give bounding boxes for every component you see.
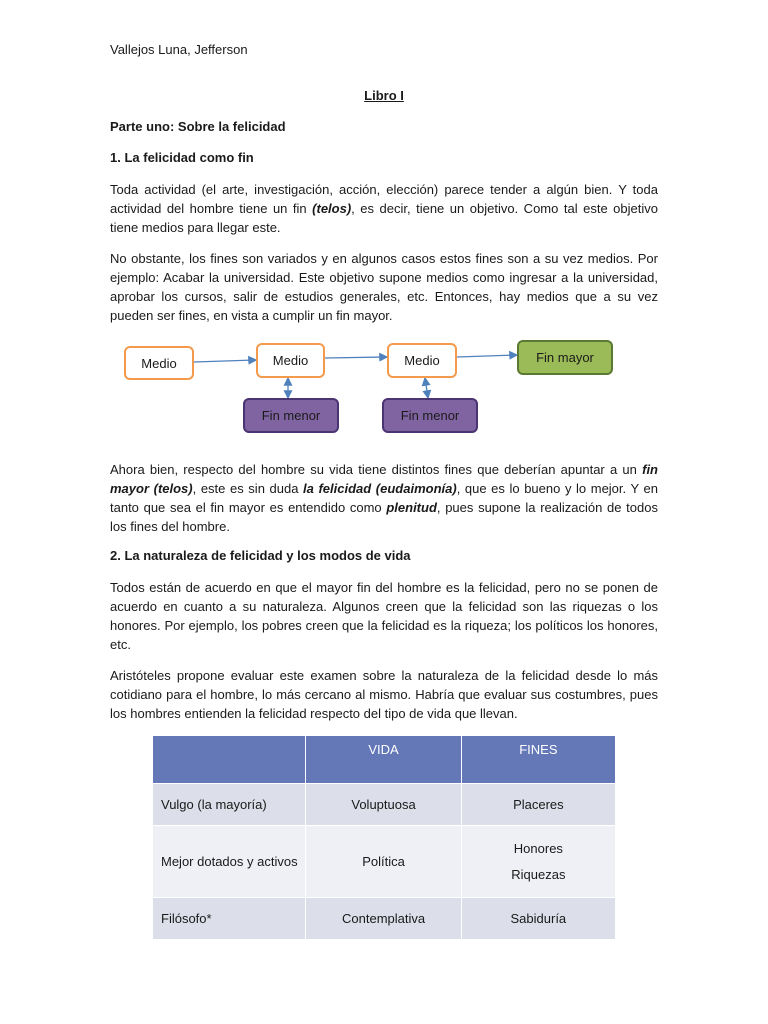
table-cell: Sabiduría (461, 898, 615, 940)
table-header-vida: VIDA (306, 736, 461, 784)
p3-text-d: , pues supone la realización de todos los fines del hombre. (110, 500, 658, 534)
section1-heading: 1. La felicidad como fin (110, 150, 254, 165)
diagram-node-fin-mayor: Fin mayor (517, 340, 613, 375)
part-heading: Parte uno: Sobre la felicidad (110, 119, 286, 134)
table-header-row (153, 736, 616, 784)
table-cell: Placeres (461, 784, 615, 826)
life-types-table (152, 735, 616, 940)
p1-text-b: , es decir, tiene un objetivo. Como tal este objetivo tiene medios para llegar este. (110, 201, 658, 235)
paragraph-3 (110, 460, 658, 536)
table-cell: Voluptuosa (306, 784, 461, 826)
diagram-node-fin-menor-1: Fin menor (243, 398, 339, 433)
p3-text-c: , que es lo bueno y lo mejor. Y en tanto que sea el fin mayor es entendido como (110, 481, 658, 515)
table-cell-line: Honores (513, 841, 563, 856)
p3-emphasis-2: la felicidad (eudaimonía) (303, 481, 457, 496)
paragraph-5: Aristóteles propone evaluar este examen sobre la naturaleza de la felicidad desde lo más cotidiano para el hombre, lo más cercano al mismo. Habría que evaluar sus costumbres, pues los hombres entienden la felicidad respecto del tipo de vida que llevan. (110, 668, 658, 721)
table-cell: Contemplativa (306, 898, 461, 940)
arrow-medio3-finmayor (457, 355, 517, 357)
table-row (153, 826, 616, 898)
table-cell: Política (306, 826, 461, 898)
p3-text-a: Ahora bien, respecto del hombre su vida tiene distintos fines que deberían apuntar a un (110, 462, 643, 477)
arrow-medio2-medio3 (325, 357, 387, 358)
diagram-node-medio-2: Medio (256, 343, 325, 378)
paragraph-4: Todos están de acuerdo en que el mayor fin del hombre es la felicidad, pero no se ponen de acuerdo en cuanto a su naturaleza. Algunos creen que la felicidad son las riquezas o los honores. Por ejemplo, los pobres creen que la felicidad es la riqueza; los políticos los honores, etc. (110, 580, 658, 652)
p1-emphasis: (telos) (312, 201, 352, 216)
table-header-fines: FINES (461, 736, 615, 784)
author-name: Vallejos Luna, Jefferson (110, 42, 248, 57)
table-cell: Filósofo* (153, 898, 306, 940)
diagram-node-medio-1: Medio (124, 346, 194, 380)
diagram-node-fin-menor-2: Fin menor (382, 398, 478, 433)
table-cell-line: Riquezas (511, 867, 566, 882)
p3-text-b: , este es sin duda (192, 481, 304, 496)
table-header-blank (153, 736, 306, 784)
arrow-medio1-medio2 (194, 360, 256, 362)
p3-emphasis-3: plenitud (386, 500, 437, 515)
p1-text-a: Toda actividad (el arte, investigación, acción, elección) parece tender a algún bien. Y toda actividad del hombre tiene un fin (110, 182, 658, 216)
table-row (153, 784, 616, 826)
paragraph-2: No obstante, los fines son variados y en algunos casos estos fines son a su vez medios. Por ejemplo: Acabar la universidad. Este objetivo supone medios como ingresar a la universidad, aprobar los cursos, salir de estudios generales, etc. Entonces, hay medios que a su vez pueden ser fines, en vista a cumplir un fin mayor. (110, 251, 658, 323)
section2-heading: 2. La naturaleza de felicidad y los modos de vida (110, 548, 411, 563)
arrow-medio3-finmenor (425, 378, 428, 398)
paragraph-1 (110, 180, 658, 237)
book-title: Libro I (364, 88, 404, 103)
table-cell: Mejor dotados y activos (153, 826, 306, 898)
diagram-node-medio-3: Medio (387, 343, 457, 378)
table-cell (461, 826, 615, 898)
p3-emphasis-1: fin mayor (telos) (110, 462, 658, 496)
table-cell: Vulgo (la mayoría) (153, 784, 306, 826)
table-row (153, 898, 616, 940)
